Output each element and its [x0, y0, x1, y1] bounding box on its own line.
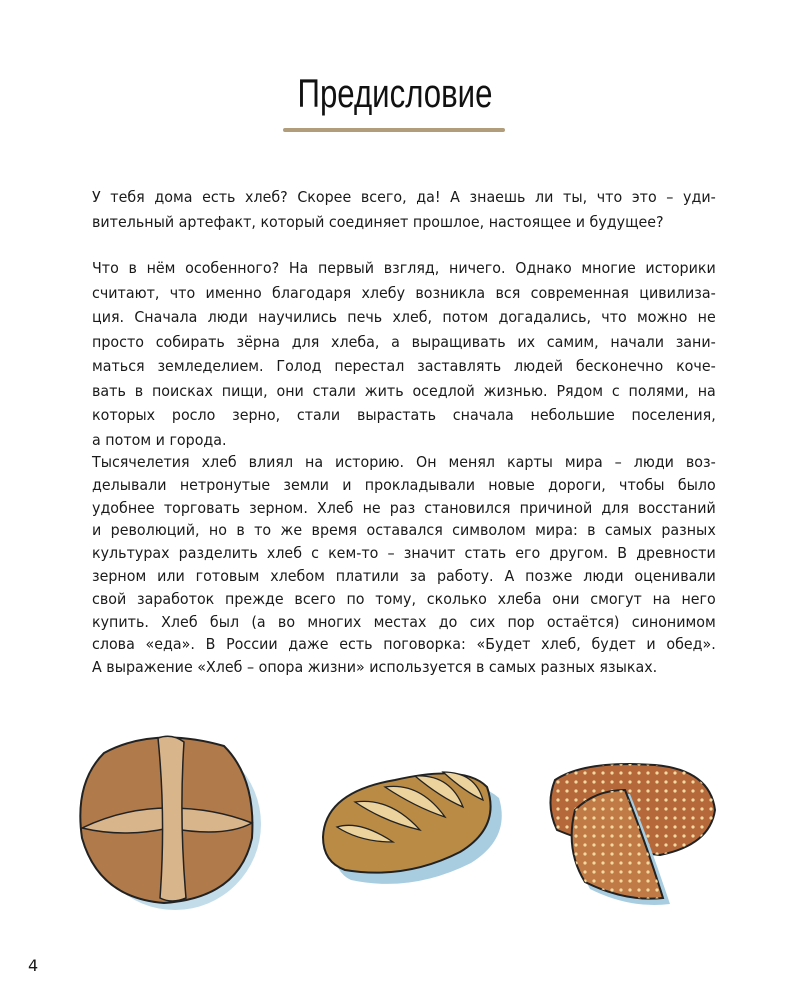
text-line: культурах разделить хлеб с кем-то – значит стать его другом. В древности	[92, 544, 716, 563]
round-bread-illustration	[74, 728, 264, 913]
text-line: вать в поисках пищи, они стали жить оседлой жизнью. Рядом с полями, на	[92, 381, 716, 400]
text-line: слова «еда». В России даже есть поговорка: «Будет хлеб, будет и обед».	[92, 635, 716, 654]
text-line: удобнее торговать зерном. Хлеб не раз становился причиной для восстаний	[92, 498, 716, 517]
text-line: зерном или готовым хлебом платили за работу. А позже люди оценивали	[92, 566, 716, 585]
text-line: просто собирать зёрна для хлеба, а выращивать их самим, начали зани-	[92, 332, 716, 351]
text-line: которых росло зерно, стали вырастать сначала небольшие поселения,	[92, 406, 716, 424]
text-line: делывали нетронутые земли и прокладывали новые дороги, чтобы было	[92, 475, 716, 494]
text-line: А выражение «Хлеб – опора жизни» используется в самых разных языках.	[92, 658, 658, 677]
text-line: ция. Сначала люди научились печь хлеб, потом догадались, что можно не	[92, 308, 716, 326]
title-underline	[283, 128, 505, 132]
text-line: маться земледелием. Голод перестал заставлять людей бесконечно коче-	[92, 357, 716, 375]
text-line: Что в нём особенного? На первый взгляд, ничего. Однако многие историки	[92, 259, 716, 277]
text-line: а потом и города.	[92, 430, 227, 449]
text-line: вительный артефакт, который соединяет прошлое, настоящее и будущее?	[92, 212, 664, 231]
text-line: купить. Хлеб был (а во многих местах до сих пор остаётся) синонимом	[92, 612, 716, 631]
flatbread-illustration	[545, 760, 730, 910]
text-line: У тебя дома есть хлеб? Скорее всего, да! А знаешь ли ты, что это – уди-	[92, 188, 716, 206]
page-title: Предисловие	[297, 72, 493, 116]
text-line: считают, что именно благодаря хлебу возникла вся современная цивилиза-	[92, 283, 716, 302]
loaf-bread-illustration	[315, 762, 505, 887]
page-number: 4	[28, 956, 39, 975]
paragraph-1	[92, 185, 716, 234]
text-line: свой заработок прежде всего по тому, сколько хлеба они смогут на него	[92, 589, 716, 608]
paragraph-3	[92, 451, 716, 679]
paragraph-2	[92, 256, 716, 452]
text-line: и революций, но в то же время оставался символом мира: в самых разных	[92, 521, 716, 540]
text-line: Тысячелетия хлеб влиял на историю. Он менял карты мира – люди воз-	[92, 453, 716, 471]
